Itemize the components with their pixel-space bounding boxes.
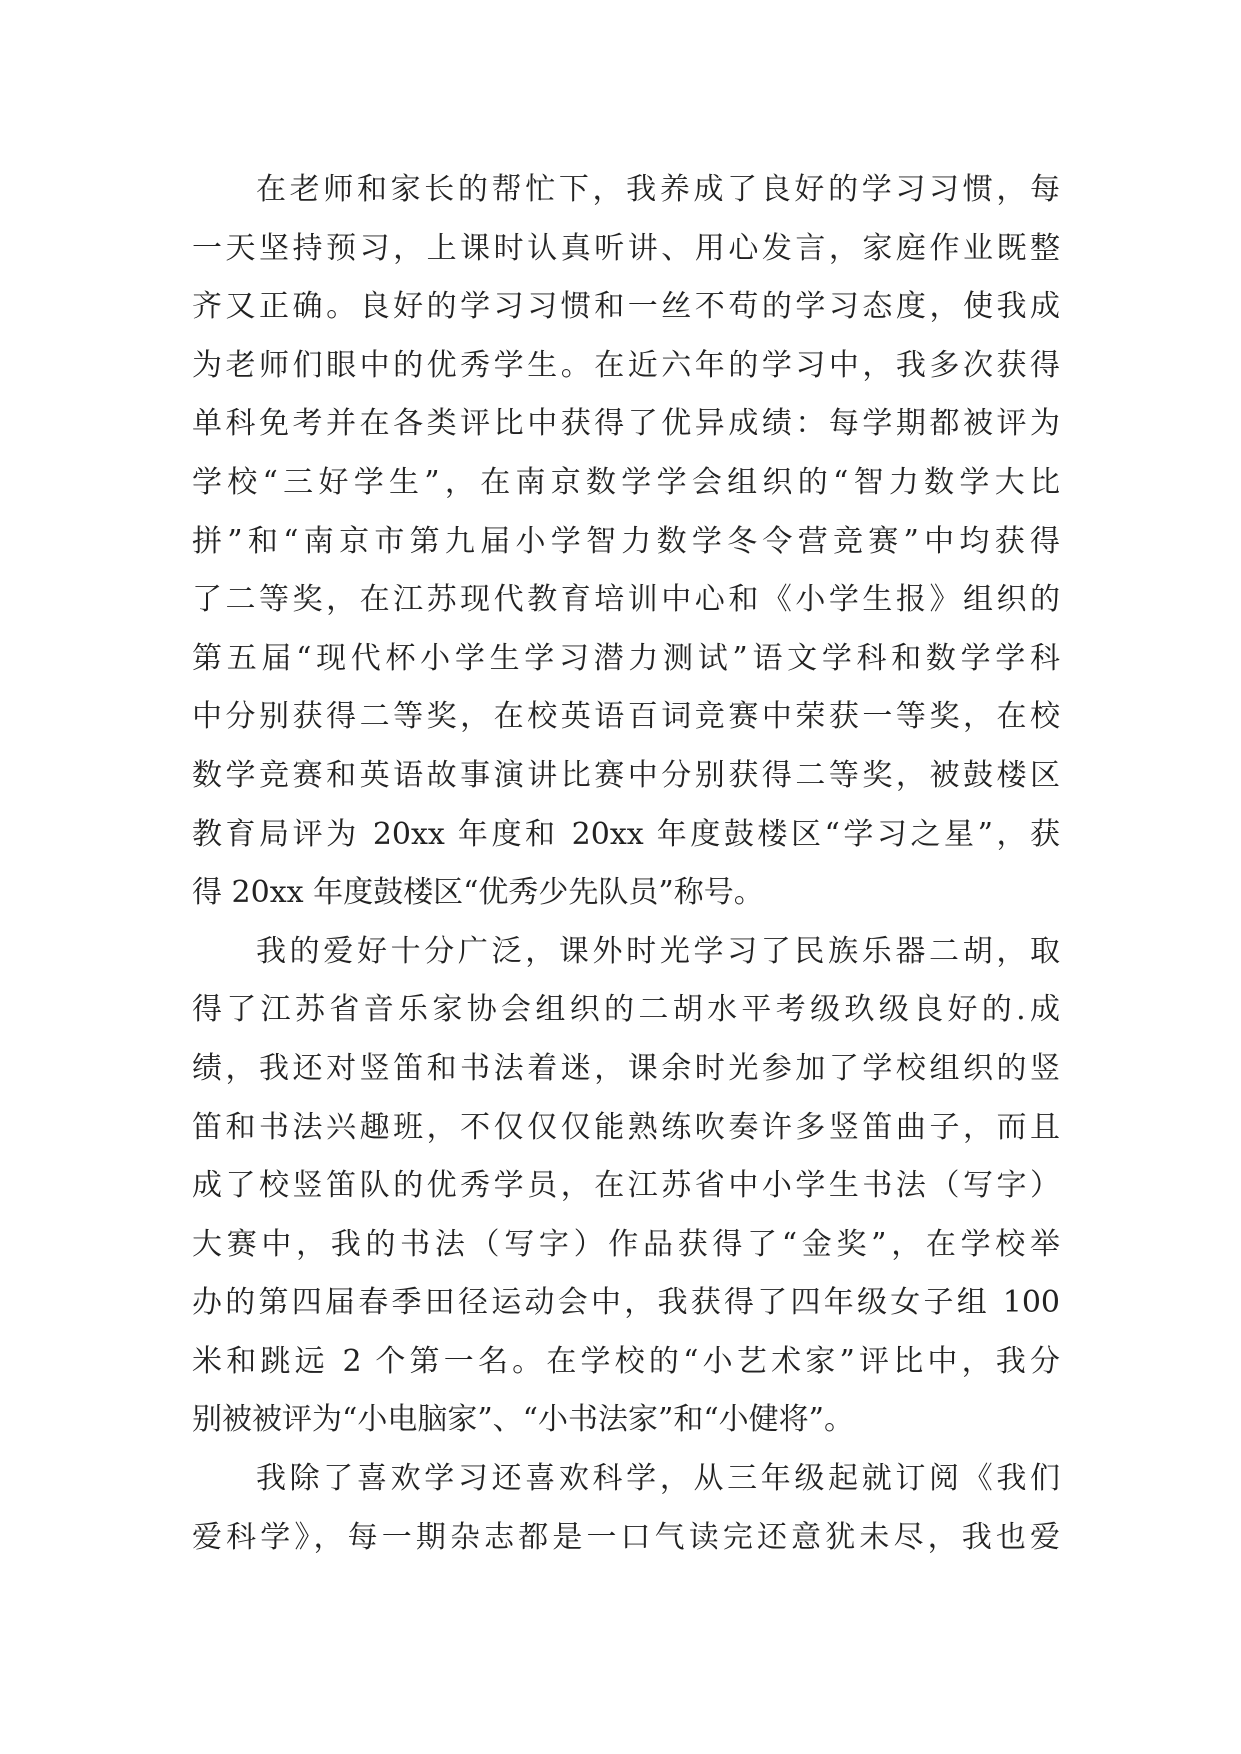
text-line: 拼”和“南京市第九届小学智力数学冬令营竞赛”中均获得 <box>192 523 1060 559</box>
text-line: 数学竞赛和英语故事演讲比赛中分别获得二等奖，被鼓楼区 <box>192 757 1060 793</box>
text-line: 米和跳远 2 个第一名。在学校的“小艺术家”评比中，我分 <box>192 1343 1060 1379</box>
text-line: 在老师和家长的帮忙下，我养成了良好的学习习惯，每 <box>256 172 1060 207</box>
text-line: 一天坚持预习，上课时认真听讲、用心发言，家庭作业既整 <box>192 230 1060 266</box>
text-line: 教育局评为 20xx 年度和 20xx 年度鼓楼区“学习之星”，获 <box>192 816 1060 852</box>
text-line: 得了江苏省音乐家协会组织的二胡水平考级玖级良好的.成 <box>192 992 1060 1028</box>
document-body <box>192 161 1060 1567</box>
text-line: 为老师们眼中的优秀学生。在近六年的学习中，我多次获得 <box>192 347 1060 383</box>
text-line: 笛和书法兴趣班，不仅仅仅能熟练吹奏许多竖笛曲子，而且 <box>192 1109 1060 1145</box>
paragraph-hobbies <box>192 923 1060 1450</box>
text-line: 别被被评为“小电脑家”、“小书法家”和“小健将”。 <box>192 1402 855 1438</box>
text-line: 得 20xx 年度鼓楼区“优秀少先队员”称号。 <box>192 875 764 911</box>
text-line: 绩，我还对竖笛和书法着迷，课余时光参加了学校组织的竖 <box>192 1050 1060 1086</box>
text-line: 大赛中，我的书法（写字）作品获得了“金奖”，在学校举 <box>192 1226 1060 1262</box>
text-line: 爱科学》，每一期杂志都是一口气读完还意犹未尽，我也爱 <box>192 1519 1060 1555</box>
text-line: 学校“三好学生”，在南京数学学会组织的“智力数学大比 <box>192 464 1060 500</box>
text-line: 成了校竖笛队的优秀学员，在江苏省中小学生书法（写字） <box>192 1168 1060 1204</box>
text-line: 办的第四届春季田径运动会中，我获得了四年级女子组 100 <box>192 1285 1060 1321</box>
text-line: 齐又正确。良好的学习习惯和一丝不苟的学习态度，使我成 <box>192 289 1060 325</box>
paragraph-science <box>192 1450 1060 1567</box>
text-line: 第五届“现代杯小学生学习潜力测试”语文学科和数学学科 <box>192 640 1060 676</box>
text-line: 中分别获得二等奖，在校英语百词竞赛中荣获一等奖，在校 <box>192 699 1060 735</box>
paragraph-study-habits <box>192 161 1060 923</box>
text-line: 单科免考并在各类评比中获得了优异成绩：每学期都被评为 <box>192 406 1060 442</box>
text-line: 我的爱好十分广泛，课外时光学习了民族乐器二胡，取 <box>256 933 1060 969</box>
text-line: 了二等奖，在江苏现代教育培训中心和《小学生报》组织的 <box>192 582 1060 618</box>
text-line: 我除了喜欢学习还喜欢科学，从三年级起就订阅《我们 <box>256 1461 1060 1497</box>
